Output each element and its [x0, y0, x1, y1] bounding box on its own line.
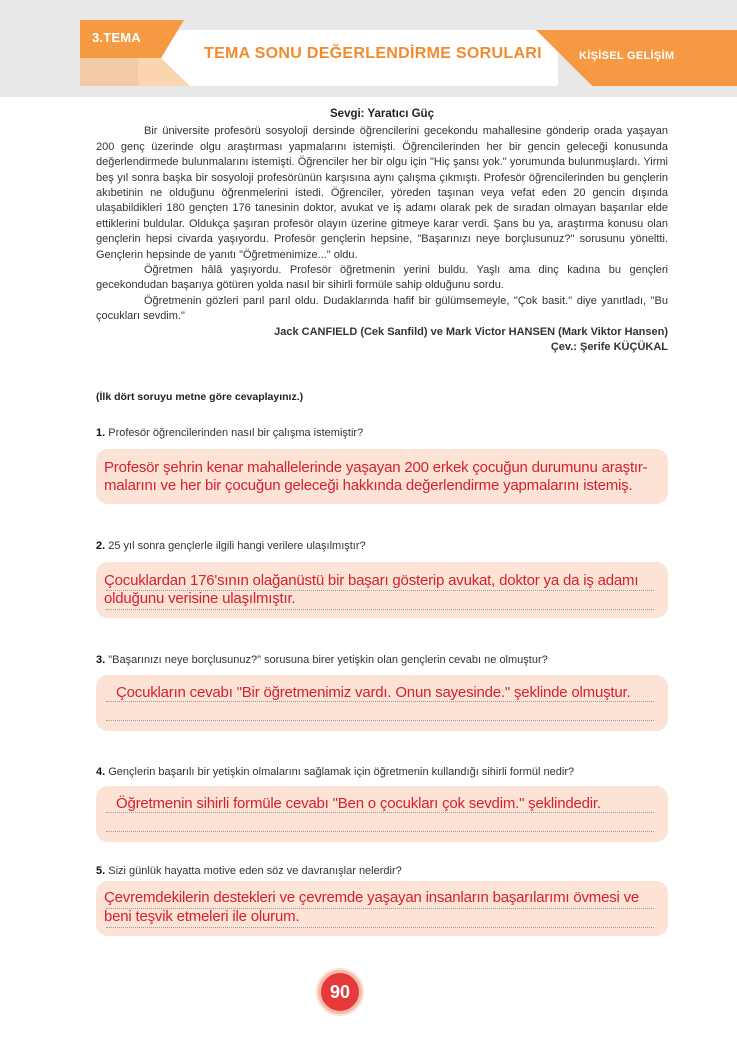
dotted-line — [106, 831, 654, 832]
question-number: 5. — [96, 865, 106, 877]
question-text: Profesör öğrencilerinden nasıl bir çalışma istemiştir? — [108, 427, 364, 439]
story-authors: Jack CANFIELD (Cek Sanfild) ve Mark Victor HANSEN (Mark Viktor Hansen) — [274, 325, 668, 338]
dotted-line — [106, 927, 654, 928]
answer-line: Çocukların cevabı "Bir öğretmenimiz vardı. Onun sayesinde." şeklinde olmuştur. — [116, 684, 631, 701]
story-paragraph: Öğretmenin gözleri parıl parıl oldu. Dudaklarında hafif bir gülümsemeyle, "Çok basit." diye yanıtladı, "Bu çocukları sevdim." — [96, 294, 668, 323]
answer-line: malarını ve her bir çocuğun geleceği hakkında değerlendirme yapmalarını istemiş. — [104, 477, 633, 494]
question-1 — [96, 427, 363, 439]
question-number: 1. — [96, 427, 106, 439]
answer-box-3[interactable] — [96, 675, 668, 731]
question-number: 3. — [96, 654, 106, 666]
reading-passage — [96, 107, 668, 355]
dotted-line — [106, 609, 654, 610]
question-2 — [96, 540, 366, 552]
page-title: TEMA SONU DEĞERLENDİRME SORULARI — [204, 45, 542, 62]
answer-line: Çevremdekilerin destekleri ve çevremde yaşayan insanların başarılarımı övmesi ve — [104, 889, 640, 906]
section-label: KİŞİSEL GELİŞİM — [579, 50, 675, 62]
question-4 — [96, 766, 574, 778]
story-paragraph: Bir üniversite profesörü sosyoloji dersinde öğrencilerini gecekondu mahallesine gönderip orada yaşayan 200 genç üzerinde olgu araştırması yapmalarını istemişti. Öğrencilerinden her bir gencin geleceği konusunda değerlendirmede bulunmalarını istemişti. Öğrenciler her bir olgu için "Hiç şansı yok." yorumunda bulunmuşlardı. Yirmi beş yıl sonra başka bir sosyoloji profesörünün karşısına aynı çalışma çıkmıştı. Profesör öğrencilerinden bu gençlerin akıbetinin ne olduğunu öğrenmelerini istedi. Öğrenciler, yöreden taşınan veya vefat eden 20 gencin dışında ulaşabildikleri 180 gençten 176 tanesinin doktor, avukat ve iş adamı olarak pek de sıradan olmayan başarılar elde ettiklerini buldular. Oldukça şaşıran profesör olayın üzerine gitmeye karar verdi. Şans bu ya, araştırma konusu olan gençlerin hepsi civarda yaşıyordu. Profesör gençlerin hepsine, "Başarınızı neye borçlusunuz?" sorusunu yöneltti. Gençlerin hepsinde de yanıtı "Öğretmenimize..." oldu. — [96, 125, 668, 261]
answer-line: Çocuklardan 176'sının olağanüstü bir başarı gösterip avukat, doktor ya da iş adamı — [104, 572, 639, 589]
question-text: Gençlerin başarılı bir yetişkin olmalarını sağlamak için öğretmenin kullandığı sihirli formül nedir? — [108, 766, 575, 778]
story-translator: Çev.: Şerife KÜÇÜKAL — [550, 340, 668, 353]
answer-line: olduğunu verisine ulaşılmıştır. — [104, 590, 296, 607]
answer-box-2[interactable] — [96, 562, 668, 618]
answer-line: beni teşvik etmeleri ile olurum. — [104, 908, 300, 925]
answer-box-5[interactable] — [96, 881, 668, 936]
story-paragraph: Öğretmen hâlâ yaşıyordu. Profesör öğretmenin yerini buldu. Yaşlı ama dinç kadına bu gençleri gecekondudan başarıya götüren yolda nasıl bir sihirli formüle sahip olduğunu sordu. — [96, 264, 668, 292]
question-3 — [96, 654, 548, 666]
question-number: 4. — [96, 766, 106, 778]
question-text: 25 yıl sonra gençlerle ilgili hangi verilere ulaşılmıştır? — [108, 540, 366, 552]
question-5 — [96, 865, 402, 877]
theme-label: 3.TEMA — [92, 30, 141, 45]
page-number: 90 — [329, 982, 351, 1002]
answer-box-1[interactable] — [96, 449, 668, 504]
answer-line: Öğretmenin sihirli formüle cevabı "Ben o çocukları çok sevdim." şeklindedir. — [116, 795, 601, 812]
dotted-line — [106, 720, 654, 721]
question-text: Sizi günlük hayatta motive eden söz ve davranışlar nelerdir? — [108, 865, 402, 877]
answer-line: Profesör şehrin kenar mahallelerinde yaşayan 200 erkek çocuğun durumunu araştır- — [104, 459, 648, 476]
instruction: (İlk dört soruyu metne göre cevaplayınız.) — [96, 391, 304, 403]
answer-box-4[interactable] — [96, 786, 668, 842]
story-title: Sevgi: Yaratıcı Güç — [330, 108, 434, 120]
question-text: "Başarınızı neye borçlusunuz?" sorusuna birer yetişkin olan gençlerin cevabı ne olmuştur? — [108, 654, 548, 666]
question-number: 2. — [96, 540, 106, 552]
